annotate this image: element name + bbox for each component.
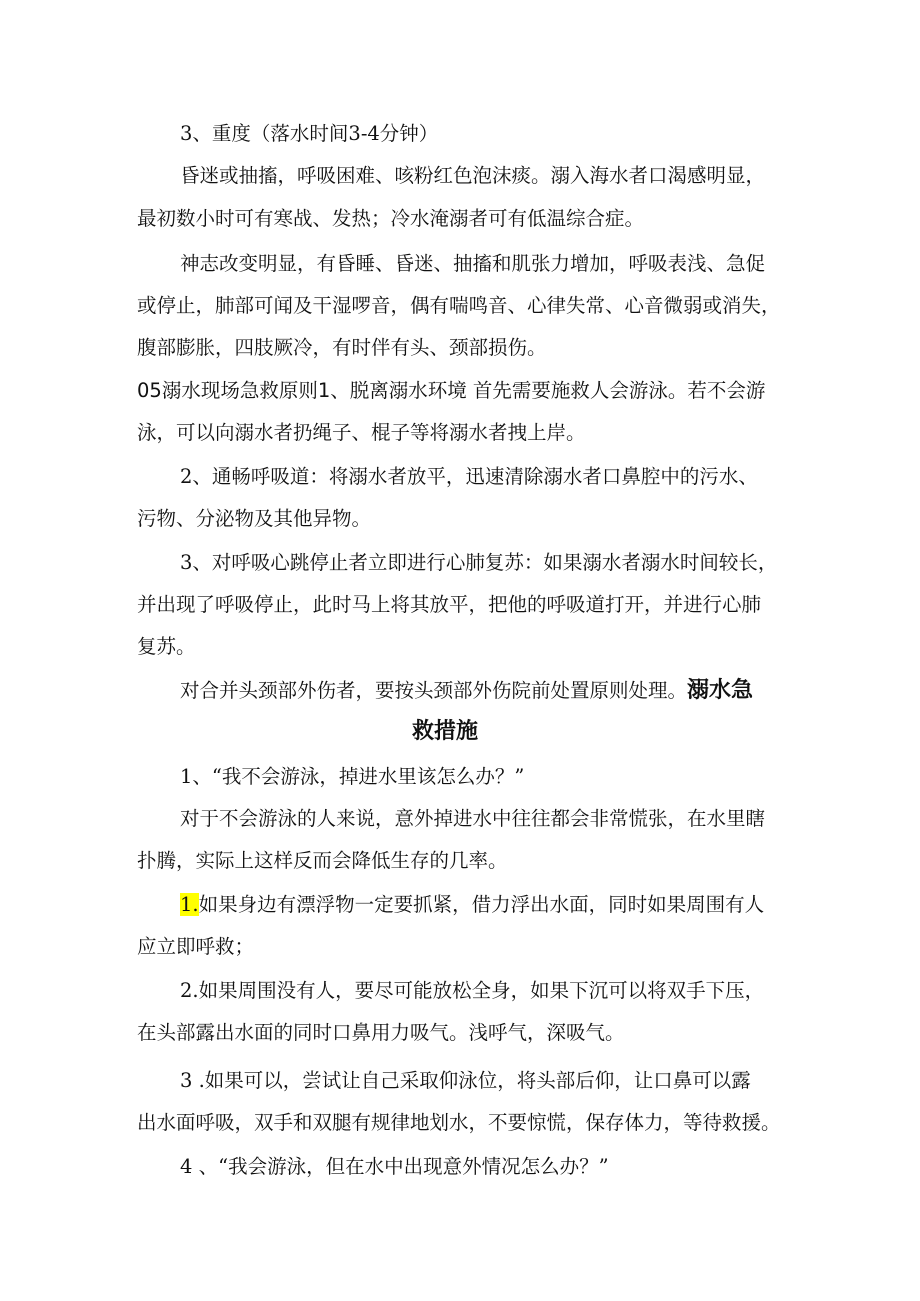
paragraph-line: 出水面呼吸，双手和双腿有规律地划水，不要惊慌，保存体力，等待救援。 bbox=[137, 1111, 781, 1134]
paragraph-line: 在头部露出水面的同时口鼻用力吸气。浅呼气，深吸气。 bbox=[137, 1021, 625, 1044]
paragraph-line: 泳，可以向溺水者扔绳子、棍子等将溺水者拽上岸。 bbox=[137, 421, 586, 444]
paragraph-line: 应立即呼救； bbox=[137, 935, 255, 958]
paragraph-line: 3 .如果可以，尝试让自己采取仰泳位，将头部后仰，让口鼻可以露 bbox=[180, 1069, 751, 1092]
paragraph-line: 扑腾，实际上这样反而会降低生存的几率。 bbox=[137, 849, 508, 872]
paragraph-line: 昏迷或抽搐，呼吸困难、咳粉红色泡沫痰。溺入海水者口渴感明显， bbox=[180, 164, 766, 187]
paragraph-text: 对合并头颈部外伤者，要按头颈部外伤院前处置原则处理。 bbox=[180, 679, 688, 702]
paragraph-line: 或停止，肺部可闻及干湿啰音，偶有喘鸣音、心律失常、心音微弱或消失， bbox=[137, 294, 781, 317]
paragraph-line: 3、对呼吸心跳停止者立即进行心肺复苏：如果溺水者溺水时间较长， bbox=[180, 551, 778, 574]
paragraph-line: 05溺水现场急救原则1、脱离溺水环境 首先需要施救人会游泳。若不会游 bbox=[137, 379, 766, 402]
paragraph-line: 污物、分泌物及其他异物。 bbox=[137, 507, 372, 530]
paragraph-line bbox=[180, 678, 753, 704]
section-heading-end: 救措施 bbox=[412, 719, 479, 744]
highlighted-list-marker: 1. bbox=[180, 893, 199, 916]
paragraph-line: 1、“我不会游泳，掉进水里该怎么办？” bbox=[180, 765, 525, 788]
paragraph-line: 最初数小时可有寒战、发热；冷水淹溺者可有低温综合症。 bbox=[137, 207, 645, 230]
paragraph-line: 腹部膨胀，四肢厥冷，有时伴有头、颈部损伤。 bbox=[137, 336, 547, 359]
section-heading-start: 溺水急 bbox=[687, 678, 754, 703]
paragraph-text: 如果身边有漂浮物一定要抓紧，借力浮出水面，同时如果周围有人 bbox=[198, 893, 765, 916]
paragraph-line bbox=[180, 892, 764, 918]
paragraph-line: 神志改变明显，有昏睡、昏迷、抽搐和肌张力增加，呼吸表浅、急促 bbox=[180, 252, 766, 275]
paragraph-line: 4 、“我会游泳，但在水中出现意外情况怎么办？” bbox=[180, 1155, 609, 1178]
paragraph-line: 3、重度（落水时间3-4分钟） bbox=[180, 122, 439, 145]
paragraph-line: 2、通畅呼吸道：将溺水者放平，迅速清除溺水者口鼻腔中的污水、 bbox=[180, 465, 758, 488]
paragraph-line: 并出现了呼吸停止，此时马上将其放平，把他的呼吸道打开，并进行心肺 bbox=[137, 593, 762, 616]
paragraph-line: 2.如果周围没有人，要尽可能放松全身，如果下沉可以将双手下压， bbox=[180, 979, 765, 1002]
paragraph-line: 对于不会游泳的人来说，意外掉进水中往往都会非常慌张，在水里瞎 bbox=[180, 807, 766, 830]
paragraph-line: 复苏。 bbox=[137, 635, 196, 658]
